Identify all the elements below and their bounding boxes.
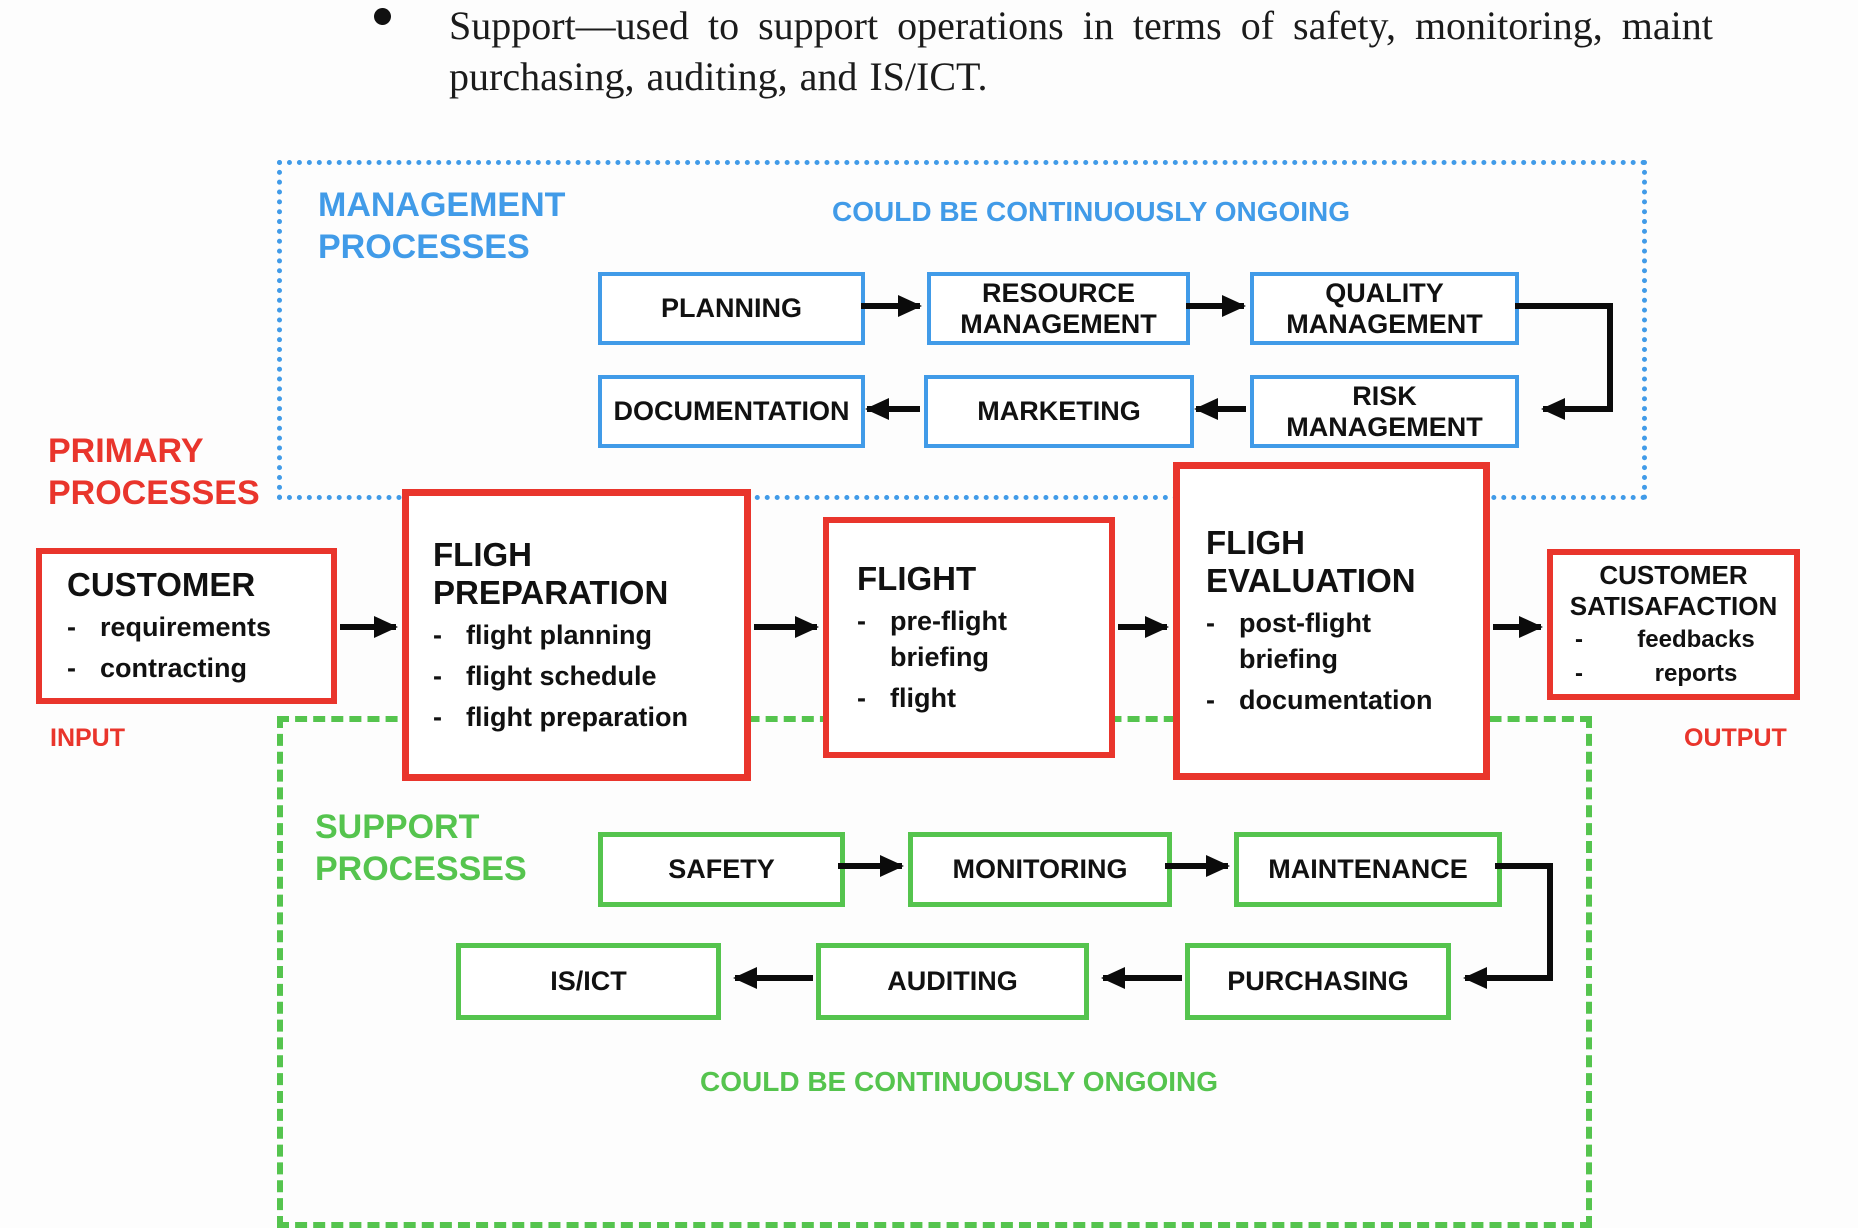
- support-heading: SUPPORT PROCESSES: [315, 808, 527, 888]
- box-maintenance: [1234, 832, 1502, 907]
- box-flight: [823, 517, 1115, 758]
- support-banner: COULD BE CONTINUOUSLY ONGOING: [700, 1066, 1219, 1097]
- box-marketing: [924, 375, 1194, 448]
- box-label: RISK MANAGEMENT: [1286, 380, 1483, 442]
- box-purchasing: [1185, 943, 1451, 1020]
- box-label: IS/ICT: [550, 966, 627, 996]
- bullet-icon: [374, 8, 391, 25]
- box-label: MAINTENANCE: [1268, 854, 1468, 884]
- box-title: FLIGH EVALUATION: [1206, 524, 1416, 599]
- box-flight-preparation: [402, 489, 751, 781]
- box-customer: [36, 548, 337, 704]
- box-label: PURCHASING: [1227, 966, 1409, 996]
- bullet-item: - flight preparation: [433, 701, 688, 732]
- bullet-item: - documentation: [1206, 685, 1433, 715]
- bullet-item: - post-flight briefing: [1206, 608, 1371, 674]
- box-title: CUSTOMER SATISAFACTION: [1569, 559, 1778, 621]
- box-label: AUDITING: [887, 966, 1018, 996]
- bullet-item: - flight schedule: [433, 660, 657, 691]
- management-banner: COULD BE CONTINUOUSLY ONGOING: [832, 196, 1351, 227]
- intro-text-line-2: purchasing, auditing, and IS/ICT.: [449, 54, 988, 99]
- box-quality-management: [1250, 272, 1519, 345]
- box-customer-satisfaction: [1547, 549, 1800, 700]
- box-monitoring: [908, 832, 1172, 907]
- box-is-ict: [456, 943, 721, 1020]
- box-label: RESOURCE MANAGEMENT: [960, 277, 1157, 339]
- box-title: FLIGH PREPARATION: [433, 535, 669, 611]
- box-title: CUSTOMER: [67, 566, 256, 603]
- intro-text-line-1: Support—used to support operations in terms of safety, monitoring, maint: [449, 3, 1713, 48]
- bullet-item: - pre-flight briefing: [857, 605, 1007, 672]
- bullet-item: - requirements: [67, 612, 272, 642]
- bullet-item: - feedbacks: [1575, 625, 1755, 653]
- output-label: OUTPUT: [1684, 724, 1787, 752]
- box-label: MONITORING: [952, 854, 1128, 884]
- bullet-item: - flight planning: [433, 619, 652, 650]
- box-safety: [598, 832, 845, 907]
- box-label: SAFETY: [668, 854, 775, 884]
- box-resource-management: [927, 272, 1190, 345]
- box-flight-evaluation: [1173, 462, 1490, 780]
- box-documentation: [598, 375, 865, 448]
- management-heading: MANAGEMENT PROCESSES: [318, 186, 566, 266]
- box-auditing: [816, 943, 1089, 1020]
- box-planning: [598, 272, 865, 345]
- box-label: PLANNING: [661, 293, 802, 323]
- bullet-item: - flight: [857, 682, 956, 713]
- box-risk-management: [1250, 375, 1519, 448]
- box-title: FLIGHT: [857, 559, 977, 597]
- bullet-item: - reports: [1575, 659, 1738, 687]
- box-label: DOCUMENTATION: [613, 396, 850, 426]
- box-label: MARKETING: [977, 396, 1141, 426]
- primary-heading: PRIMARY PROCESSES: [48, 432, 260, 512]
- input-label: INPUT: [50, 724, 125, 752]
- box-label: QUALITY MANAGEMENT: [1286, 277, 1483, 339]
- bullet-item: - contracting: [67, 653, 248, 683]
